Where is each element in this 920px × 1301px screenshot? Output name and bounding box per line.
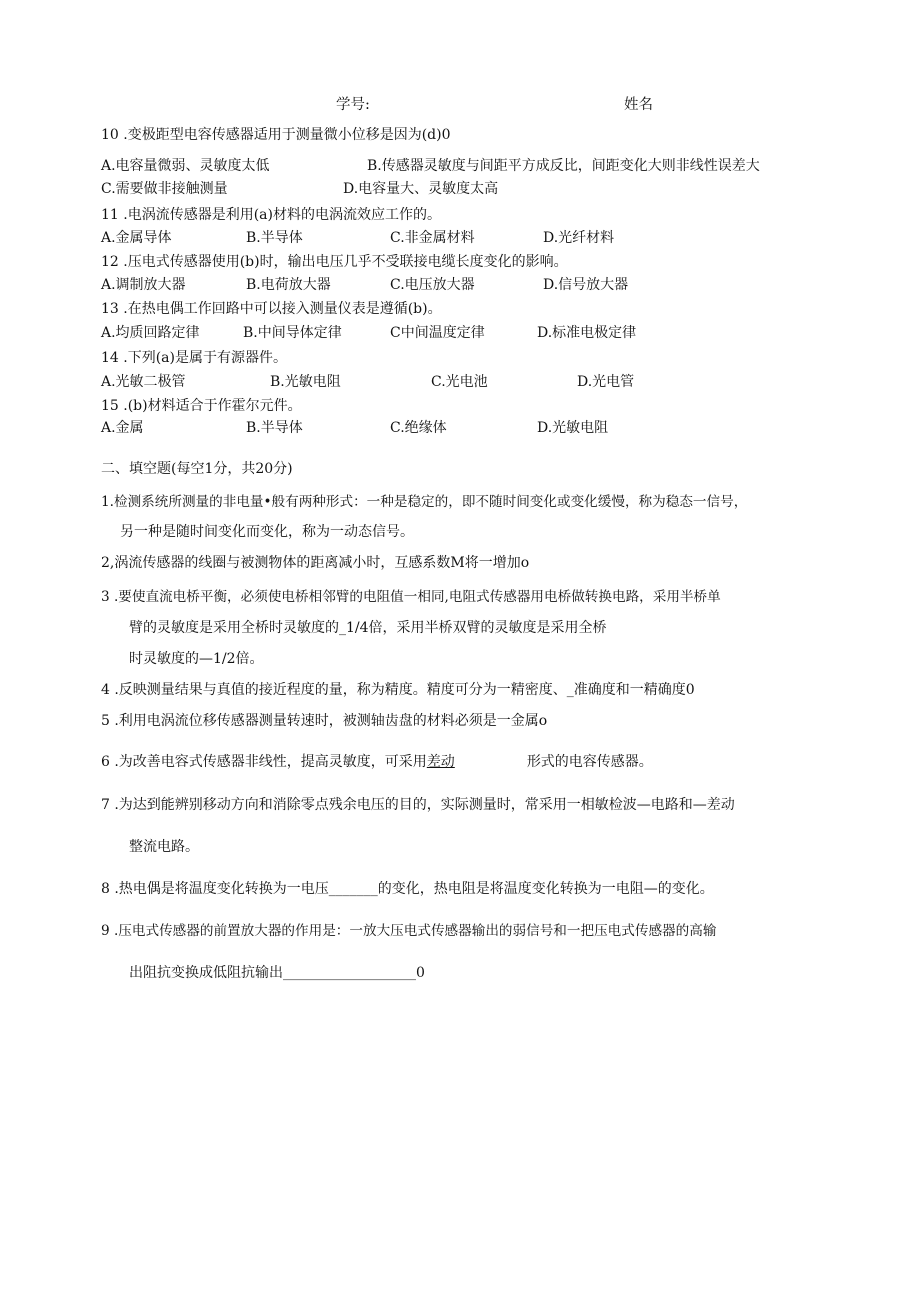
fill-item-6-text-after: 形式的电容传感器。 [526, 754, 653, 770]
q14-option-c: C.光电池 [431, 374, 488, 390]
q11-option-b: B.半导体 [246, 230, 303, 246]
question-14: 14 .下列(a)是属于有源器件。 [101, 350, 287, 366]
q14-option-b: B.光敏电阻 [270, 374, 341, 390]
fill-item-9-line-1: 9 .压电式传感器的前置放大器的作用是：一放大压电式传感器输出的弱信号和一把压电式传感器的高输 [101, 923, 717, 939]
fill-item-1-line-1: 1.检测系统所测量的非电量•般有两种形式：一种是稳定的，即不随时间变化或变化缓慢，称为稳态一信号， [101, 494, 748, 510]
q11-option-c: C.非金属材料 [390, 230, 475, 246]
fill-item-8: 8 .热电偶是将温度变化转换为一电压_______的变化，热电阻是将温度变化转换为一电阻—的变化。 [101, 881, 714, 897]
q13-option-d: D.标准电极定律 [537, 325, 637, 341]
q15-option-d: D.光敏电阻 [537, 420, 609, 436]
fill-item-9-line-2: 出阻抗变换成低阻抗输出___________________0 [129, 965, 425, 981]
question-12: 12 .压电式传感器使用(b)时，输出电压几乎不受联接电缆长度变化的影响。 [101, 254, 568, 270]
fill-item-1-line-2: 另一种是随时间变化而变化，称为一动态信号。 [120, 524, 414, 540]
fill-item-2: 2,涡流传感器的线圈与被测物体的距离减小时，互感系数M将一增加o [101, 555, 530, 571]
fill-item-6-text-before: 6 .为改善电容式传感器非线性，提高灵敏度，可采用 [101, 754, 427, 770]
q14-option-a: A.光敏二极管 [101, 374, 186, 390]
student-id-label: 学号: [336, 97, 370, 113]
fill-item-3-line-2: 臂的灵敏度是采用全桥时灵敏度的_1/4倍，采用半桥双臂的灵敏度是采用全桥 [129, 620, 607, 636]
question-15: 15 .(b)材料适合于作霍尔元件。 [101, 398, 302, 414]
question-13: 13 .在热电偶工作回路中可以接入测量仪表是遵循(b)。 [101, 301, 442, 317]
q12-option-d: D.信号放大器 [543, 277, 629, 293]
section-title-fill-in: 二、填空题(每空1分，共20分) [101, 461, 293, 477]
fill-item-5: 5 .利用电涡流位移传感器测量转速时，被测轴齿盘的材料必须是一金属o [101, 713, 548, 729]
q12-option-a: A.调制放大器 [101, 277, 186, 293]
fill-item-7-line-2: 整流电路。 [129, 839, 199, 855]
q11-option-a: A.金属导体 [101, 230, 172, 246]
q15-option-a: A.金属 [101, 420, 144, 436]
q13-option-a: A.均质回路定律 [101, 325, 200, 341]
fill-item-7-line-1: 7 .为达到能辨别移动方向和消除零点残余电压的目的，实际测量时，常采用一相敏检波—电路和—差动 [101, 797, 735, 813]
q13-option-b: B.中间导体定律 [243, 325, 342, 341]
q10-option-b: B.传感器灵敏度与间距平方成反比，间距变化大则非线性误差大 [367, 158, 760, 174]
q14-option-d: D.光电管 [577, 374, 635, 390]
q12-option-c: C.电压放大器 [390, 277, 475, 293]
fill-item-3-line-3: 时灵敏度的—1/2倍。 [129, 651, 264, 667]
name-label: 姓名 [624, 97, 653, 113]
fill-item-4: 4 .反映测量结果与真值的接近程度的量，称为精度。精度可分为一精密度、_准确度和一精确度0 [101, 682, 695, 698]
q12-option-b: B.电荷放大器 [246, 277, 331, 293]
q11-option-d: D.光纤材料 [543, 230, 615, 246]
fill-item-6-answer: 差动 [426, 754, 455, 770]
q10-option-a: A.电容量微弱、灵敏度太低 [101, 158, 270, 174]
q15-option-c: C.绝缘体 [390, 420, 447, 436]
q10-option-c: C.需要做非接触测量 [101, 181, 228, 197]
fill-item-6 [101, 753, 653, 771]
fill-item-3-line-1: 3 .要使直流电桥平衡，必须使电桥相邻臂的电阻值一相同,电阻式传感器用电桥做转换电路，采用半桥单 [101, 589, 721, 605]
question-11: 11 .电涡流传感器是利用(a)材料的电涡流效应工作的。 [101, 207, 441, 223]
q15-option-b: B.半导体 [246, 420, 303, 436]
q13-option-c: C中间温度定律 [390, 325, 485, 341]
question-10: 10 .变极距型电容传感器适用于测量微小位移是因为(d)0 [101, 127, 451, 143]
q10-option-d: D.电容量大、灵敏度太高 [343, 181, 499, 197]
